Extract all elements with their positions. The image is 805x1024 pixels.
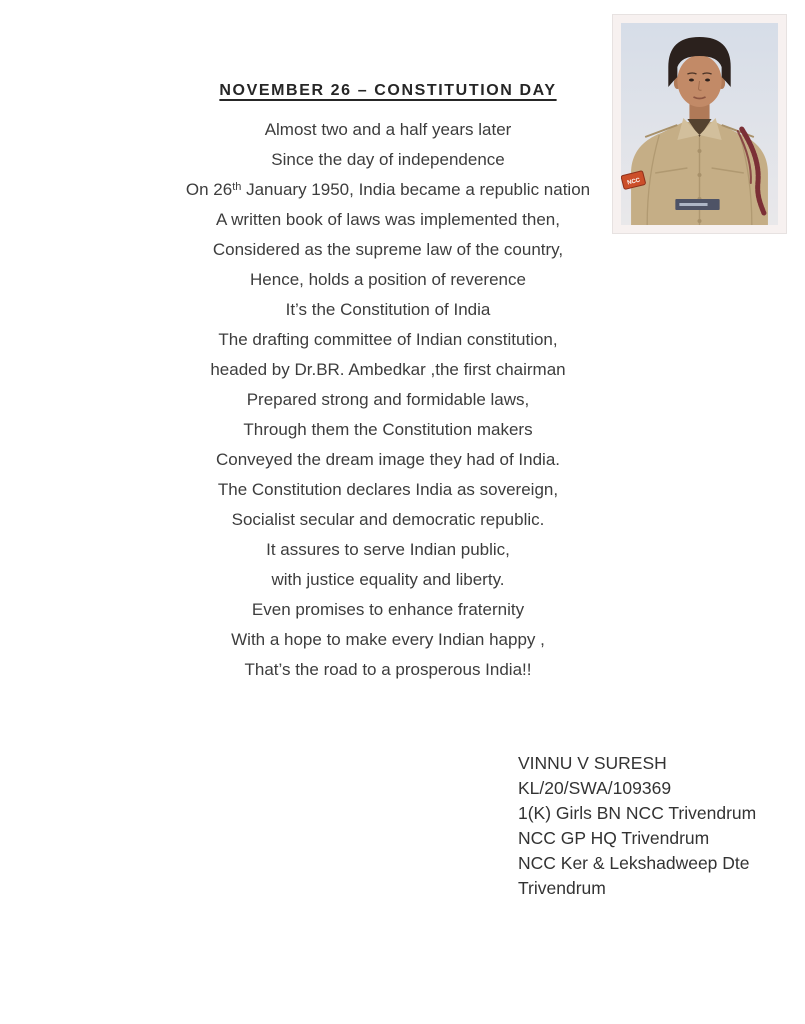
poem-section: [103, 78, 673, 685]
poem-line: Hence, holds a position of reverence: [250, 270, 526, 289]
author-line: VINNU V SURESH: [518, 753, 667, 773]
poem-line: Socialist secular and democratic republic.: [231, 510, 545, 529]
poem-line: Prepared strong and formidable laws,: [246, 390, 530, 409]
name-plate: [675, 199, 719, 210]
author-line: NCC GP HQ Trivendrum: [518, 828, 710, 848]
poem-line: Considered as the supreme law of the country,: [212, 240, 564, 259]
poem-line: On 26th January 1950, India became a republic nation: [185, 180, 591, 199]
poem-line: The drafting committee of Indian constitution,: [218, 330, 558, 349]
poem-line: Conveyed the dream image they had of India.: [216, 450, 560, 469]
poem-line: Since the day of independence: [271, 150, 505, 169]
svg-text:NCC: NCC: [626, 177, 641, 187]
poem-line: Almost two and a half years later: [264, 120, 512, 139]
author-line: KL/20/SWA/109369: [518, 778, 672, 798]
poem-line: It assures to serve Indian public,: [266, 540, 510, 559]
poem-lines: [103, 115, 673, 685]
author-line: Trivendrum: [518, 878, 606, 898]
poem-line: headed by Dr.BR. Ambedkar ,the first chairman: [210, 360, 566, 379]
poem-line: That’s the road to a prosperous India!!: [244, 660, 532, 679]
poem-line: Through them the Constitution makers: [243, 420, 533, 439]
poem-line: It’s the Constitution of India: [285, 300, 491, 319]
author-block: [518, 751, 756, 901]
poem-line: with justice equality and liberty.: [271, 570, 505, 589]
author-line: NCC Ker & Lekshadweep Dte: [518, 853, 750, 873]
author-line: 1(K) Girls BN NCC Trivendrum: [518, 803, 757, 823]
poem-line: A written book of laws was implemented then,: [216, 210, 560, 229]
poem-title: NOVEMBER 26 – CONSTITUTION DAY: [219, 82, 557, 99]
poem-line: With a hope to make every Indian happy ,: [231, 630, 545, 649]
poem-line: The Constitution declares India as sovereign,: [217, 480, 559, 499]
poem-line: Even promises to enhance fraternity: [251, 600, 525, 619]
